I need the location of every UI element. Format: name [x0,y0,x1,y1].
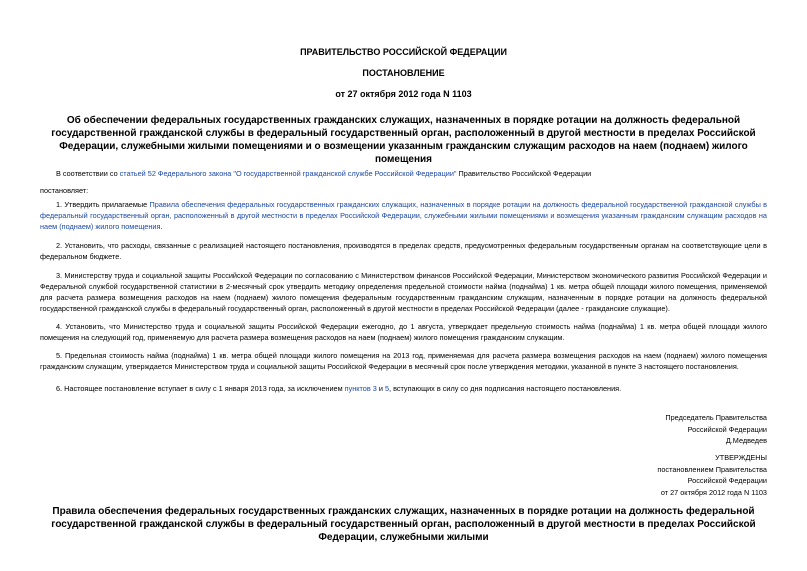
federal-law-link[interactable]: статьей 52 Федерального закона "О государственной гражданской службе Российской Федерации" [119,169,457,178]
preamble-text-end: Правительство Российской Федерации [456,169,592,178]
approval-date: от 27 октября 2012 года N 1103 [660,487,767,497]
item-5: 5. Предельная стоимость найма (поднайма) 1 кв. метра общей площади жилого помещения на 2013 год, применяемая для расчета размера возмещения расходов на наем (поднаем) жилого помещения гражданским служащим, утверждается Министерством труда и социальной защиты Российской Федерации в месячный срок после утверждения методики, указанной в пункте 3 настоящего постановления. [40,351,767,371]
rules-title: Правила обеспечения федеральных государственных гражданских служащих, назначенных в порядке ротации на должность федеральной государственной гражданской службы в федеральный государственный орган, расположенный в другой местности в пределах Российской Федерации, служебными жилыми [51,506,756,543]
preamble-text-start: В соответствии со [56,169,120,178]
item-6-text-mid: и [376,384,385,393]
item-6 [40,383,767,394]
document-date-number: от 27 октября 2012 года N 1103 [335,89,472,99]
item-6-text-start: 6. Настоящее постановление вступает в силу с 1 января 2013 года, за исключением [56,384,345,393]
government-name: ПРАВИТЕЛЬСТВО РОССИЙСКОЙ ФЕДЕРАЦИИ [300,47,507,57]
preamble [40,168,767,179]
signature-name: Д.Медведев [725,436,767,445]
document-type: ПОСТАНОВЛЕНИЕ [362,68,445,78]
signature-country: Российской Федерации [687,424,767,434]
item-1-text-start: 1. Утвердить прилагаемые [56,200,150,209]
decides-label: постановляет: [40,186,89,195]
approval-by: постановлением Правительства [657,464,767,474]
approval-block [467,452,767,498]
item-2: 2. Установить, что расходы, связанные с реализацией настоящего постановления, производятся в пределах средств, предусмотренных федеральным государственным органам на соответствующие цели в федеральном бюджете. [40,241,767,261]
clause-5-link[interactable]: 5 [384,384,390,393]
signature-position: Председатель Правительства [665,413,767,422]
item-1-text-end: . [160,222,163,231]
document-title: Об обеспечении федеральных государственных гражданских служащих, назначенных в порядке ротации на должность федеральной государственной гражданской службы в федеральный государственный орган, расположенный в другой местности в пределах Российской Федерации, служебными жилыми помещениями и о возмещении указанным гражданским служащим расходов на наем (поднаем) жилого помещения [51,115,756,165]
approval-country: Российской Федерации [687,476,767,485]
item-1 [40,199,767,232]
item-3: 3. Министерству труда и социальной защиты Российской Федерации по согласованию с Министерством финансов Российской Федерации, Министерством экономического развития Российской Федерации и Федеральной службой государственной статистики в 2-месячный срок утвердить методику определения предельной стоимости найма (поднайма) 1 кв. метра общей площади жилого помещения, применяемой для расчета размера возмещения расходов на наем (поднаем) жилого помещения федеральным государственным гражданским служащим, назначенным в порядке ротации на должность федеральной государственной гражданской службы в федеральный государственный орган, расположенный в другой местности в пределах Российской Федерации (далее - гражданские служащие). [40,271,767,313]
approval-label: УТВЕРЖДЕНЫ [715,453,767,462]
item-6-text-end: , вступающих в силу со дня подписания настоящего постановления. [389,384,622,393]
signature-block [467,412,767,447]
item-4: 4. Установить, что Министерство труда и социальной защиты Российской Федерации ежегодно, до 1 августа, утверждает предельную стоимость найма (поднайма) 1 кв. метра общей площади жилого помещения на следующий год, применяемую для расчета размера возмещения расходов на наем (поднаем) жилого помещения гражданским служащим. [40,322,767,342]
rules-link[interactable]: Правила обеспечения федеральных государственных гражданских служащих, назначенных в порядке ротации на должность федеральной государственной гражданской службы в федеральный государственный орган, расположенный в другой местности в пределах Российской Федерации, служебными жилыми помещениями и возмещения указанным гражданским служащим расходов на наем (поднаем) жилого помещения [40,200,767,231]
clause-3-link[interactable]: пунктов 3 [344,384,377,393]
